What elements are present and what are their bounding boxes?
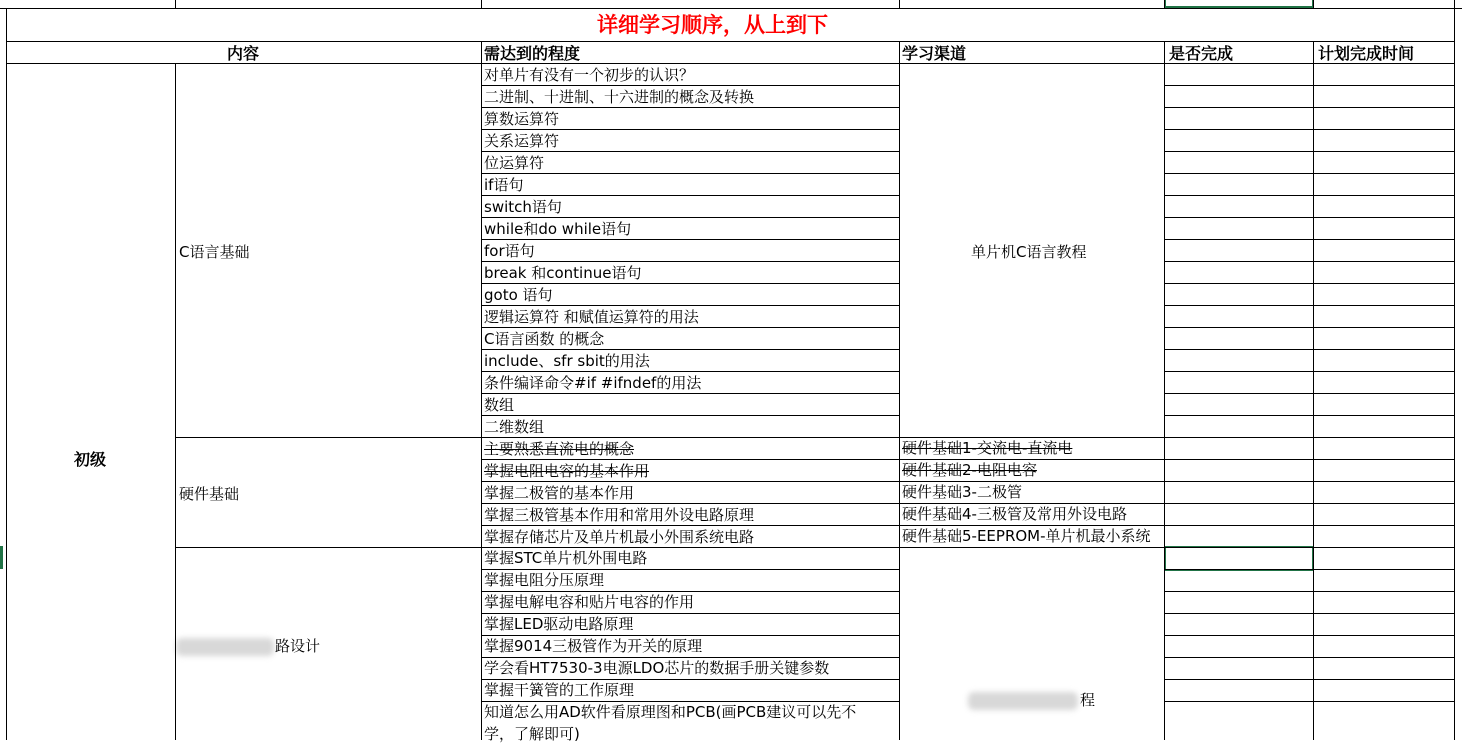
degree-cell-text: for语句 xyxy=(484,242,535,260)
group-hardware-basics: 硬件基础 xyxy=(179,485,240,503)
grid-line xyxy=(1164,635,1454,636)
grid-line xyxy=(481,349,899,350)
grid-line xyxy=(481,107,899,108)
degree-cell-text: 逻辑运算符 和赋值运算符的用法 xyxy=(484,308,699,326)
grid-line xyxy=(1164,481,1454,482)
degree-cell-text: 掌握LED驱动电路原理 xyxy=(484,615,634,633)
degree-cell-text: 掌握电阻电容的基本作用 xyxy=(484,462,650,480)
grid-line xyxy=(1164,459,1454,460)
channel-project: 程 xyxy=(1080,691,1096,709)
grid-line xyxy=(175,63,176,740)
grid-line xyxy=(481,327,899,328)
grid-line xyxy=(1164,261,1454,262)
grid-line xyxy=(1454,8,1455,740)
group-project-circuit-tail: 路设计 xyxy=(275,637,321,655)
degree-cell-text: 数组 xyxy=(484,396,515,414)
grid-line xyxy=(1164,657,1454,658)
group-c-basics: C语言基础 xyxy=(179,243,250,261)
degree-cell-text: 二维数组 xyxy=(484,418,545,436)
grid-line xyxy=(481,173,899,174)
grid-line xyxy=(1164,415,1454,416)
channel-cell-text: 硬件基础1-交流电-直流电 xyxy=(902,439,1073,457)
degree-cell-text: 关系运算符 xyxy=(484,132,560,150)
degree-cell-text: 条件编译命令#if #ifndef的用法 xyxy=(484,374,702,392)
degree-cell-text: break 和continue语句 xyxy=(484,264,642,282)
degree-cell-text: 掌握9014三极管作为开关的原理 xyxy=(484,637,703,655)
header-done: 是否完成 xyxy=(1169,44,1234,63)
grid-line xyxy=(1164,217,1454,218)
channel-cell-text: 硬件基础5-EEPROM-单片机最小系统 xyxy=(902,527,1151,545)
grid-line xyxy=(481,129,899,130)
grid-line xyxy=(175,0,176,8)
selected-cell[interactable] xyxy=(1164,546,1314,571)
degree-cell-text: 对单片有没有一个初步的认识？ xyxy=(484,66,695,84)
grid-line xyxy=(1164,613,1454,614)
header-degree: 需达到的程度 xyxy=(484,44,581,63)
grid-line xyxy=(481,503,899,504)
degree-cell-text: goto 语句 xyxy=(484,286,553,304)
grid-line xyxy=(481,239,899,240)
grid-line xyxy=(1164,151,1454,152)
grid-line xyxy=(481,217,899,218)
level-label: 初级 xyxy=(74,450,107,469)
degree-cell-text: 学，了解即可) xyxy=(484,725,580,743)
grid-line xyxy=(6,8,7,740)
grid-line xyxy=(1164,371,1454,372)
degree-cell-text: 掌握存储芯片及单片机最小外围系统电路 xyxy=(484,528,755,546)
grid-line xyxy=(1164,239,1454,240)
grid-line xyxy=(481,283,899,284)
grid-line xyxy=(0,8,1462,9)
grid-line xyxy=(1164,107,1454,108)
grid-line xyxy=(1164,349,1454,350)
channel-cell-text: 硬件基础3-二极管 xyxy=(902,483,1022,501)
grid-line xyxy=(1164,679,1454,680)
degree-cell-text: 知道怎么用AD软件看原理图和PCB(画PCB建议可以先不 xyxy=(484,703,857,721)
degree-cell-text: 主要熟悉直流电的概念 xyxy=(484,440,635,458)
grid-line xyxy=(481,85,899,86)
channel-c-course: 单片机C语言教程 xyxy=(971,243,1087,261)
degree-cell-text: 位运算符 xyxy=(484,154,545,172)
degree-cell-text: 算数运算符 xyxy=(484,110,560,128)
degree-cell-text: 掌握三极管基本作用和常用外设电路原理 xyxy=(484,506,755,524)
degree-cell-text: 掌握电解电容和贴片电容的作用 xyxy=(484,593,695,611)
grid-line xyxy=(481,459,899,460)
grid-line xyxy=(1454,0,1455,8)
grid-line xyxy=(1164,569,1454,570)
header-plan: 计划完成时间 xyxy=(1318,44,1415,63)
degree-cell-text: switch语句 xyxy=(484,198,562,216)
channel-cell-text: 硬件基础2-电阻电容 xyxy=(902,461,1037,479)
grid-line xyxy=(6,63,1454,64)
degree-cell-text: 掌握干簧管的工作原理 xyxy=(484,681,635,699)
grid-line xyxy=(1164,85,1454,86)
blurred-region xyxy=(968,692,1078,710)
degree-cell-text: 掌握二极管的基本作用 xyxy=(484,484,635,502)
degree-cell-text: if语句 xyxy=(484,176,524,194)
degree-cell-text: while和do while语句 xyxy=(484,220,632,238)
grid-line xyxy=(481,415,899,416)
degree-cell-text: include、sfr sbit的用法 xyxy=(484,352,650,370)
header-channel: 学习渠道 xyxy=(902,44,967,63)
channel-cell-text: 硬件基础4-三极管及常用外设电路 xyxy=(902,505,1127,523)
grid-line xyxy=(6,41,1454,42)
grid-line xyxy=(1164,283,1454,284)
sheet-title: 详细学习顺序，从上到下 xyxy=(597,12,828,37)
grid-line xyxy=(1164,327,1454,328)
grid-line xyxy=(175,547,1454,548)
grid-line xyxy=(481,195,899,196)
degree-cell-text: 二进制、十进制、十六进制的概念及转换 xyxy=(484,88,755,106)
grid-line xyxy=(899,41,900,740)
grid-line xyxy=(1164,701,1454,702)
partial-selection-top xyxy=(1164,0,1314,8)
grid-line xyxy=(481,481,899,482)
degree-cell-text: C语言函数 的概念 xyxy=(484,330,605,348)
grid-line xyxy=(481,305,899,306)
grid-line xyxy=(481,151,899,152)
grid-line xyxy=(1164,195,1454,196)
grid-line xyxy=(175,437,1454,438)
grid-line xyxy=(1164,393,1454,394)
grid-line xyxy=(1164,525,1454,526)
grid-line xyxy=(481,525,899,526)
grid-line xyxy=(1164,305,1454,306)
grid-line xyxy=(481,0,482,8)
grid-line xyxy=(1164,173,1454,174)
grid-line xyxy=(1313,0,1314,8)
grid-line xyxy=(1164,0,1165,8)
degree-cell-text: 掌握电阻分压原理 xyxy=(484,571,605,589)
grid-line xyxy=(899,0,900,8)
degree-cell-text: 掌握STC单片机外围电路 xyxy=(484,549,648,567)
degree-cell-text: 学会看HT7530-3电源LDO芯片的数据手册关键参数 xyxy=(484,659,830,677)
grid-line xyxy=(1164,503,1454,504)
grid-line xyxy=(1164,591,1454,592)
row-selection-marker xyxy=(0,546,3,569)
grid-line xyxy=(481,371,899,372)
grid-line xyxy=(481,261,899,262)
header-content: 内容 xyxy=(227,44,260,63)
grid-line xyxy=(481,393,899,394)
grid-line xyxy=(1164,129,1454,130)
